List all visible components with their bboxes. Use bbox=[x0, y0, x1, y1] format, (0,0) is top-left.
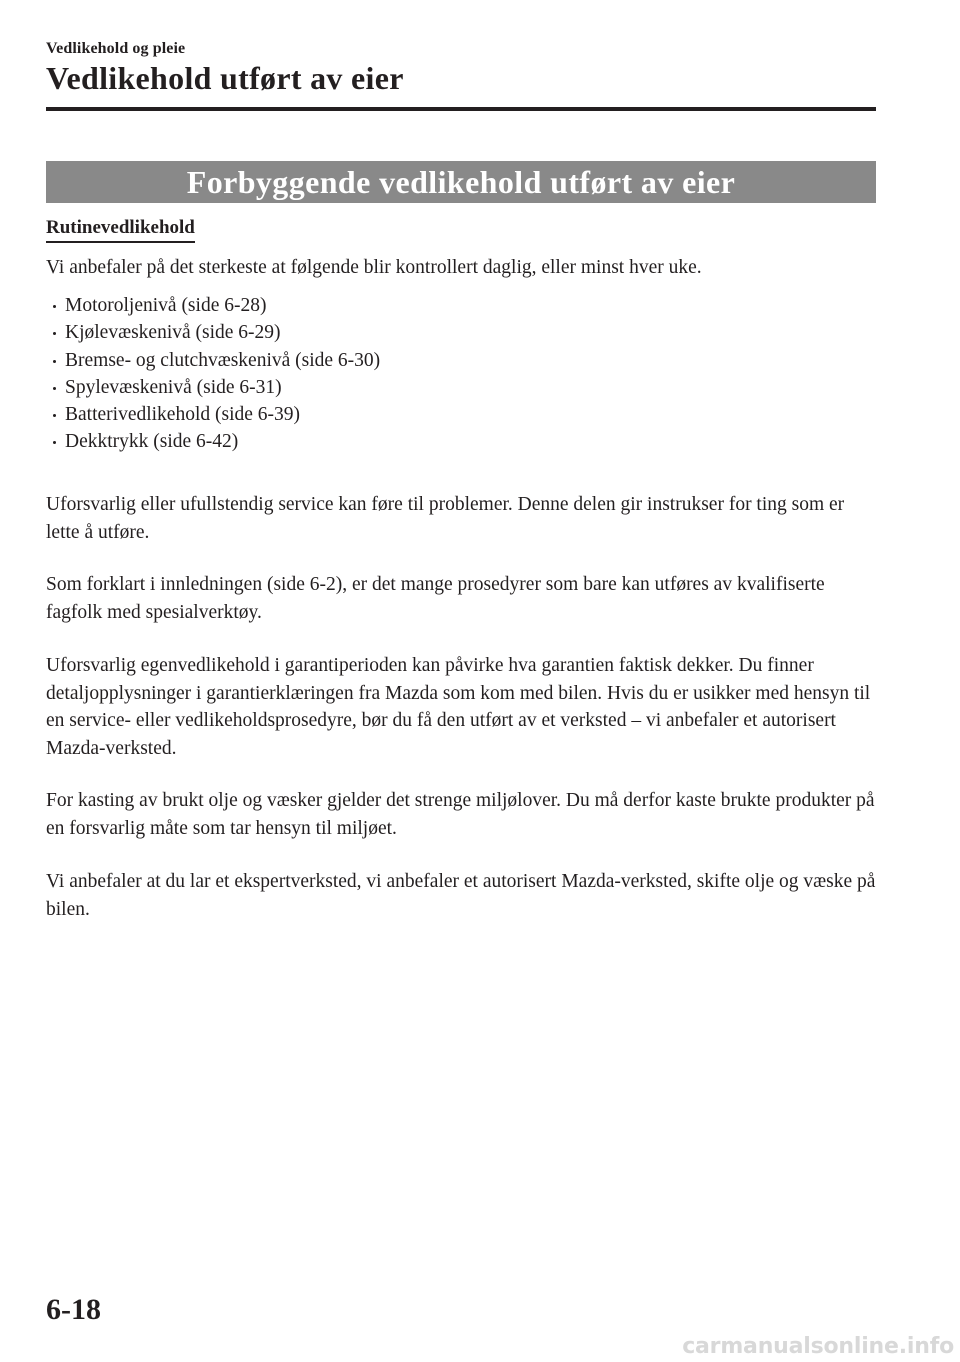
subheading-routine-maintenance: Rutinevedlikehold bbox=[46, 215, 195, 243]
daily-check-list bbox=[46, 292, 380, 456]
paragraph-recommendation: Vi anbefaler at du lar et ekspertverksted, vi anbefaler et autorisert Mazda-verksted, skifte olje og væske på bilen. bbox=[46, 871, 876, 920]
watermark: carmanualsonline.info bbox=[682, 1334, 954, 1359]
list-item: Batterivedlikehold (side 6-39) bbox=[46, 401, 380, 428]
section-title-band: Forbyggende vedlikehold utført av eier bbox=[46, 161, 876, 203]
list-item: Spylevæskenivå (side 6-31) bbox=[46, 374, 380, 401]
chapter-divider bbox=[46, 107, 876, 111]
intro-paragraph: Vi anbefaler på det sterkeste at følgende blir kontrollert daglig, eller minst hver uke. bbox=[46, 257, 702, 278]
page-number: 6-18 bbox=[46, 1293, 101, 1326]
running-header: Vedlikehold og pleie bbox=[46, 40, 186, 57]
paragraph-qualified-technicians: Som forklart i innledningen (side 6-2), er det mange prosedyrer som bare kan utføres av kvalifiserte fagfolk med spesialverktøy. bbox=[46, 574, 825, 623]
list-item: Dekktrykk (side 6-42) bbox=[46, 428, 380, 455]
paragraph-improper-service: Uforsvarlig eller ufullstendig service kan føre til problemer. Denne delen gir instrukser for ting som er lette å utføre. bbox=[46, 494, 845, 543]
chapter-title: Vedlikehold utført av eier bbox=[46, 60, 404, 96]
list-item: Kjølevæskenivå (side 6-29) bbox=[46, 319, 380, 346]
paragraph-warranty: Uforsvarlig egenvedlikehold i garantiperioden kan påvirke hva garantien faktisk dekker. Du finner detaljopplysninger i garantierklæringen fra Mazda som kom med bilen. Hvis du er usikker med hensyn til en service- eller vedlikeholdsprosedyre, bør du få den utført av et verksted – vi anbefaler et autorisert Mazda-verksted. bbox=[46, 655, 871, 759]
list-item: Bremse- og clutchvæskenivå (side 6-30) bbox=[46, 347, 380, 374]
list-item: Motoroljenivå (side 6-28) bbox=[46, 292, 380, 319]
paragraph-environment: For kasting av brukt olje og væsker gjelder det strenge miljølover. Du må derfor kaste brukte produkter på en forsvarlig måte som tar hensyn til miljøet. bbox=[46, 790, 875, 839]
